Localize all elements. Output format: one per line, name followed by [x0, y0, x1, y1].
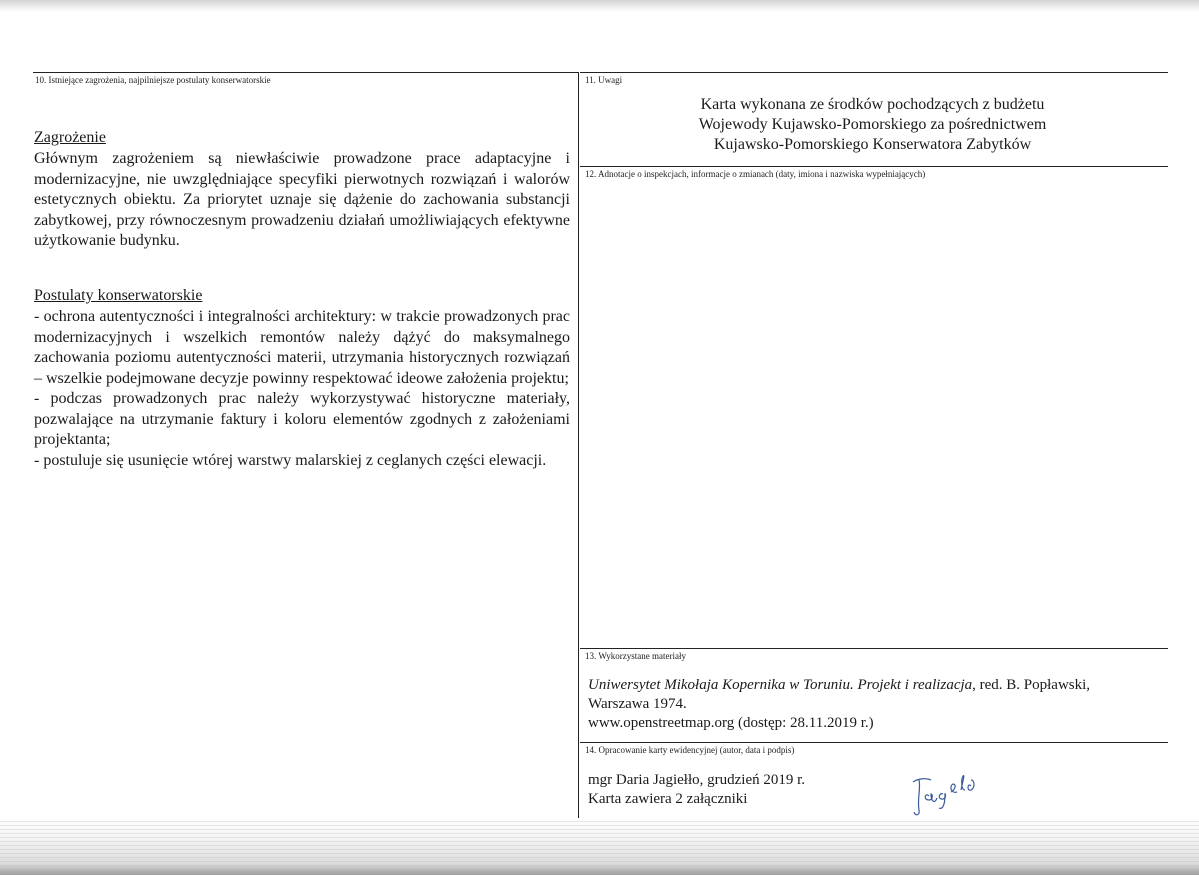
section-13-title: 13. Wykorzystane materiały: [585, 651, 687, 661]
section-14-title: 14. Opracowanie karty ewidencyjnej (autor, data i podpis): [585, 745, 795, 755]
divider-13-14: [580, 742, 1168, 743]
remarks-text: [585, 95, 1160, 155]
author-text: [588, 771, 888, 809]
postulate-item: - ochrona autentyczności i integralności architektury: w trakcie prowadzonych prac modernizacyjnych i wszelkich remontów należy dążyć do maksymalnego zachowania poziomu autentyczności materii, utrzymania historycznych rozwiązań – wszelkie podejmowane decyzje powinny respektować ideowe założenia projektu;: [34, 308, 570, 387]
top-border-left: [33, 72, 578, 73]
materials-line-2: Warszawa 1974.: [588, 696, 687, 712]
postulates-heading: Postulaty konserwatorskie: [34, 287, 203, 304]
attachments-line: Karta zawiera 2 załączniki: [588, 791, 748, 807]
divider-11-12: [580, 166, 1168, 167]
materials-text: [588, 676, 1163, 733]
section-12-title: 12. Adnotacje o inspekcjach, informacje o zmianach (daty, imiona i nazwiska wypełniających): [585, 169, 926, 179]
materials-editor: , red. B. Popławski,: [972, 677, 1091, 693]
postulate-item: - postuluje się usunięcie wtórej warstwy malarskiej z ceglanych części elewacji.: [34, 451, 547, 469]
remarks-line: Kujawsko-Pomorskiego Konserwatora Zabytków: [713, 136, 1032, 153]
materials-line-3: www.openstreetmap.org (dostęp: 28.11.2019 r.): [588, 715, 874, 731]
top-border-right: [580, 72, 1168, 73]
postulate-item: - podczas prowadzonych prac należy wykorzystywać historyczne materiały, pozwalające na utrzymanie faktury i koloru elementów zgodnych z założeniami projektanta;: [34, 390, 570, 448]
threat-text: [34, 149, 570, 252]
section-11-title: 11. Uwagi: [585, 75, 623, 85]
threat-paragraph: Głównym zagrożeniem są niewłaściwie prowadzone prace adaptacyjne i modernizacyjne, nie uwzględniające specyfiki pierwotnych rozwiązań i walorów estetycznych obiektu. Za priorytet uznaje się dążenie do zachowania substancji zabytkowej, przy równoczesnym prowadzeniu działań umożliwiających efektywne użytkowanie budynku.: [34, 150, 570, 249]
column-divider: [578, 72, 579, 820]
scan-edge-bottom: [0, 818, 1199, 875]
remarks-line: Karta wykonana ze środków pochodzących z budżetu: [700, 96, 1045, 113]
remarks-line: Wojewody Kujawsko-Pomorskiego za pośrednictwem: [698, 116, 1047, 133]
threat-heading: Zagrożenie: [34, 129, 106, 146]
handwritten-signature: [905, 770, 995, 820]
author-line: mgr Daria Jagiełło, grudzień 2019 r.: [588, 772, 806, 788]
scan-edge-top: [0, 0, 1199, 12]
materials-line-1: [588, 676, 1163, 695]
materials-book-title: Uniwersytet Mikołaja Kopernika w Toruniu. Projekt i realizacja: [588, 677, 973, 693]
divider-12-13: [580, 648, 1168, 649]
postulates-list: [34, 307, 570, 471]
section-10-title: 10. Istniejące zagrożenia, najpilniejsze postulaty konserwatorskie: [35, 75, 271, 85]
